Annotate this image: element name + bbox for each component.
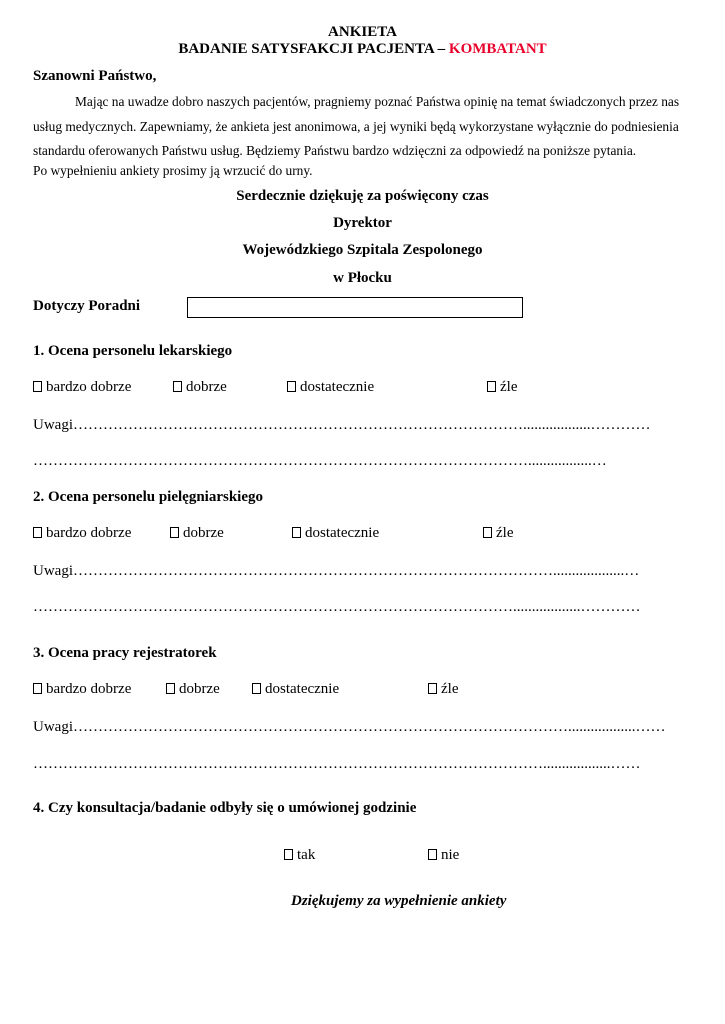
signature-line-3: Wojewódzkiego Szpitala Zespolonego [242,242,483,258]
signature-line-1: Serdecznie dziękuję za poświęcony czas [236,188,489,204]
question-3-title: 3. Ocena pracy rejestratorek [33,645,217,661]
q1-option-very-good-label: bardzo dobrze [46,379,132,395]
signature-line-4: w Płocku [333,270,392,286]
q2-option-bad-label: źle [496,525,514,541]
q3-option-bad[interactable] [428,681,458,698]
q2-option-very-good-label: bardzo dobrze [46,525,132,541]
q2-option-sufficient-label: dostatecznie [305,525,380,541]
checkbox-icon[interactable] [284,849,293,860]
checkbox-icon[interactable] [170,527,179,538]
checkbox-icon[interactable] [428,849,437,860]
checkbox-icon[interactable] [33,683,42,694]
q2-remarks-line-2[interactable]: ……………………………………………………………………………………..................………… [33,599,641,615]
salutation: Szanowni Państwo, [33,68,157,84]
q3-option-good[interactable] [166,681,220,698]
checkbox-icon[interactable] [292,527,301,538]
q4-option-no-label: nie [441,847,460,863]
q1-option-good[interactable] [173,379,227,396]
checkbox-icon[interactable] [487,381,496,392]
form-subtitle [0,41,725,58]
q3-remarks-line-1[interactable]: Uwagi………………………………………………………………………………………..................…… [33,719,666,735]
form-subtitle-highlight: KOMBATANT [448,41,547,57]
intro-paragraph-line-2: usług medycznych. Zapewniamy, że ankieta jest anonimowa, a jej wyniki będą wykorzystane wyłącznie do podniesienia [33,119,679,134]
q3-remarks-line-2[interactable]: …………………………………………………………………………………………..................…… [33,756,641,772]
q1-option-bad[interactable] [487,379,517,396]
intro-paragraph-line-3: standardu oferowanych Państwu usług. Będziemy Państwu bardzo wdzięczni za odpowiedź na poniższe pytania. [33,143,637,158]
q4-option-yes[interactable] [284,847,315,864]
q3-option-very-good-label: bardzo dobrze [46,681,132,697]
q2-remarks-line-1[interactable]: Uwagi……………………………………………………………………………………...................… [33,563,640,579]
question-4-title: 4. Czy konsultacja/badanie odbyły się o umówionej godzinie [33,800,417,816]
q1-option-sufficient[interactable] [287,379,374,396]
form-title: ANKIETA [328,24,397,40]
q2-option-good-label: dobrze [183,525,224,541]
question-2-title: 2. Ocena personelu pielęgniarskiego [33,489,263,505]
q3-option-sufficient[interactable] [252,681,339,698]
checkbox-icon[interactable] [33,527,42,538]
q4-option-no[interactable] [428,847,459,864]
clinic-field-label: Dotyczy Poradni [33,298,141,314]
q3-option-very-good[interactable] [33,681,131,698]
clinic-input[interactable] [187,297,523,318]
q3-option-bad-label: źle [441,681,459,697]
signature-line-2: Dyrektor [333,215,392,231]
q1-option-good-label: dobrze [186,379,227,395]
question-1-title: 1. Ocena personelu lekarskiego [33,343,233,359]
q3-option-good-label: dobrze [179,681,220,697]
q1-option-bad-label: źle [500,379,518,395]
checkbox-icon[interactable] [428,683,437,694]
intro-paragraph-line-4: Po wypełnieniu ankiety prosimy ją wrzucić do urny. [33,163,313,178]
thank-you-note: Dziękujemy za wypełnienie ankiety [291,893,507,909]
q3-option-sufficient-label: dostatecznie [265,681,340,697]
checkbox-icon[interactable] [33,381,42,392]
q2-option-very-good[interactable] [33,525,131,542]
q2-option-bad[interactable] [483,525,513,542]
checkbox-icon[interactable] [483,527,492,538]
q1-option-sufficient-label: dostatecznie [300,379,375,395]
q1-remarks-line-2[interactable]: ……………………………………………………………………………………….................… [33,453,607,469]
q4-option-yes-label: tak [297,847,316,863]
checkbox-icon[interactable] [287,381,296,392]
q2-option-sufficient[interactable] [292,525,379,542]
checkbox-icon[interactable] [166,683,175,694]
form-subtitle-text: BADANIE SATYSFAKCJI PACJENTA – [178,41,449,57]
q1-remarks-line-1[interactable]: Uwagi………………………………………………………………………………..................………… [33,417,651,433]
checkbox-icon[interactable] [252,683,261,694]
q2-option-good[interactable] [170,525,224,542]
checkbox-icon[interactable] [173,381,182,392]
intro-paragraph-line-1: Mając na uwadze dobro naszych pacjentów, pragniemy poznać Państwa opinię na temat świadczonych przez nas [75,94,680,109]
q1-option-very-good[interactable] [33,379,131,396]
